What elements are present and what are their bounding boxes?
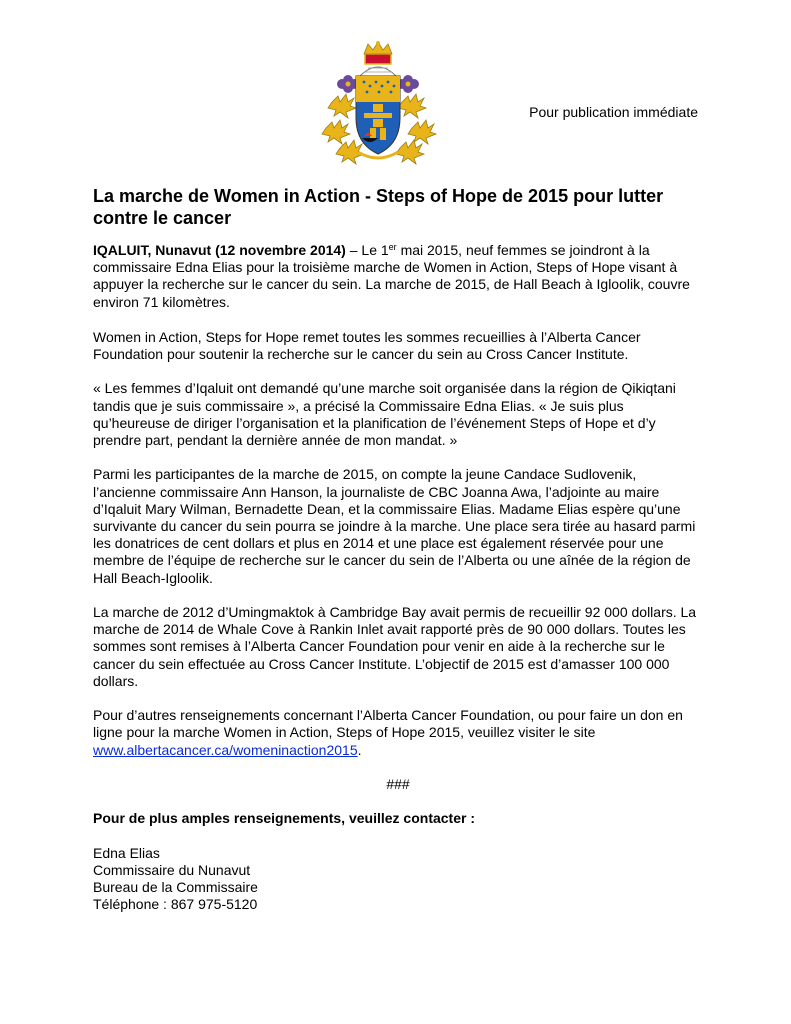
article-body bbox=[93, 242, 703, 914]
donation-text: Pour d’autres renseignements concernant l’Alberta Cancer Foundation, ou pour faire un don en ligne pour la marche Women in Action, Steps of Hope 2015, veuillez visiter le site bbox=[93, 707, 683, 741]
paragraph: Parmi les participantes de la marche de 2015, on compte la jeune Candace Sudlovenik, l’ancienne commissaire Ann Hanson, la journaliste de CBC Joanna Awa, l’adjointe au maire d’Iqaluit Mary Wilman, Bernadette Dean, et la commissaire Elias. Madame Elias espère qu’une survivante du cancer du sein pourra se joindre à la marche. Une place sera tirée au hasard parmi les donatrices de cent dollars et plus en 2014 et une place est également réservée pour une membre de l’équipe de recherche sur le cancer du sein de l’Alberta ou une aînée de la région de Hall Beach-Igloolik. bbox=[93, 466, 696, 586]
donation-end: . bbox=[357, 741, 362, 758]
publication-note: Pour publication immédiate bbox=[529, 104, 698, 120]
contact-name: Edna Elias bbox=[93, 844, 160, 861]
lead-dash: – Le 1 bbox=[345, 242, 389, 258]
ordinal-superscript: er bbox=[388, 242, 397, 252]
contact-role: Commissaire du Nunavut bbox=[93, 862, 251, 878]
contact-block bbox=[93, 845, 703, 914]
contact-heading: Pour de plus amples renseignements, veuillez contacter : bbox=[93, 810, 476, 827]
paragraph: La marche de 2012 d’Umingmaktok à Cambridge Bay avait permis de recueillir 92 000 dollars. La marche de 2014 de Whale Cove à Rankin Inlet avait rapporté près de 90 000 dollars. Toutes les sommes sont remises à l’Alberta Cancer Foundation pour venir en aide à la recherche sur le cancer du sein effectuée au Cross Cancer Institute. L’objectif de 2015 est d’amasser 100 000 dollars. bbox=[93, 604, 697, 689]
contact-office: Bureau de la Commissaire bbox=[93, 879, 258, 896]
donation-link[interactable]: www.albertacancer.ca/womeninaction2015 bbox=[93, 741, 358, 758]
page-title: La marche de Women in Action - Steps of Hope de 2015 pour lutter contre le cancer bbox=[93, 186, 664, 228]
dateline: IQALUIT, Nunavut (12 novembre 2014) bbox=[93, 242, 346, 258]
end-separator: ### bbox=[386, 776, 410, 793]
lead-paragraph bbox=[93, 242, 703, 311]
contact-phone: Téléphone : 867 975-5120 bbox=[93, 896, 258, 913]
lead-text: mai 2015, neuf femmes se joindront à la commissaire Edna Elias pour la troisième marche de Women in Action, Steps of Hope visant à appuyer la recherche sur le cancer du sein. La marche de 2015, de Hall Beach à Igloolik, couvre environ 71 kilomètres. bbox=[93, 242, 690, 310]
paragraph: Women in Action, Steps for Hope remet toutes les sommes recueillies à l’Alberta Cancer Foundation pour soutenir la recherche sur le cancer du sein au Cross Cancer Institute. bbox=[93, 328, 641, 363]
paragraph: « Les femmes d’Iqaluit ont demandé qu’une marche soit organisée dans la région de Qikiqtani tandis que je suis commissaire », a précisé la Commissaire Edna Elias. « Je suis plus qu’heureuse de diriger l’organisation et la planification de l’événement Steps of Hope et d’y prendre part, pendant la dernière année de mon mandat. » bbox=[93, 380, 676, 449]
commissioner-emblem-icon bbox=[318, 40, 438, 168]
crown-icon bbox=[364, 41, 392, 64]
donation-paragraph bbox=[93, 707, 703, 759]
